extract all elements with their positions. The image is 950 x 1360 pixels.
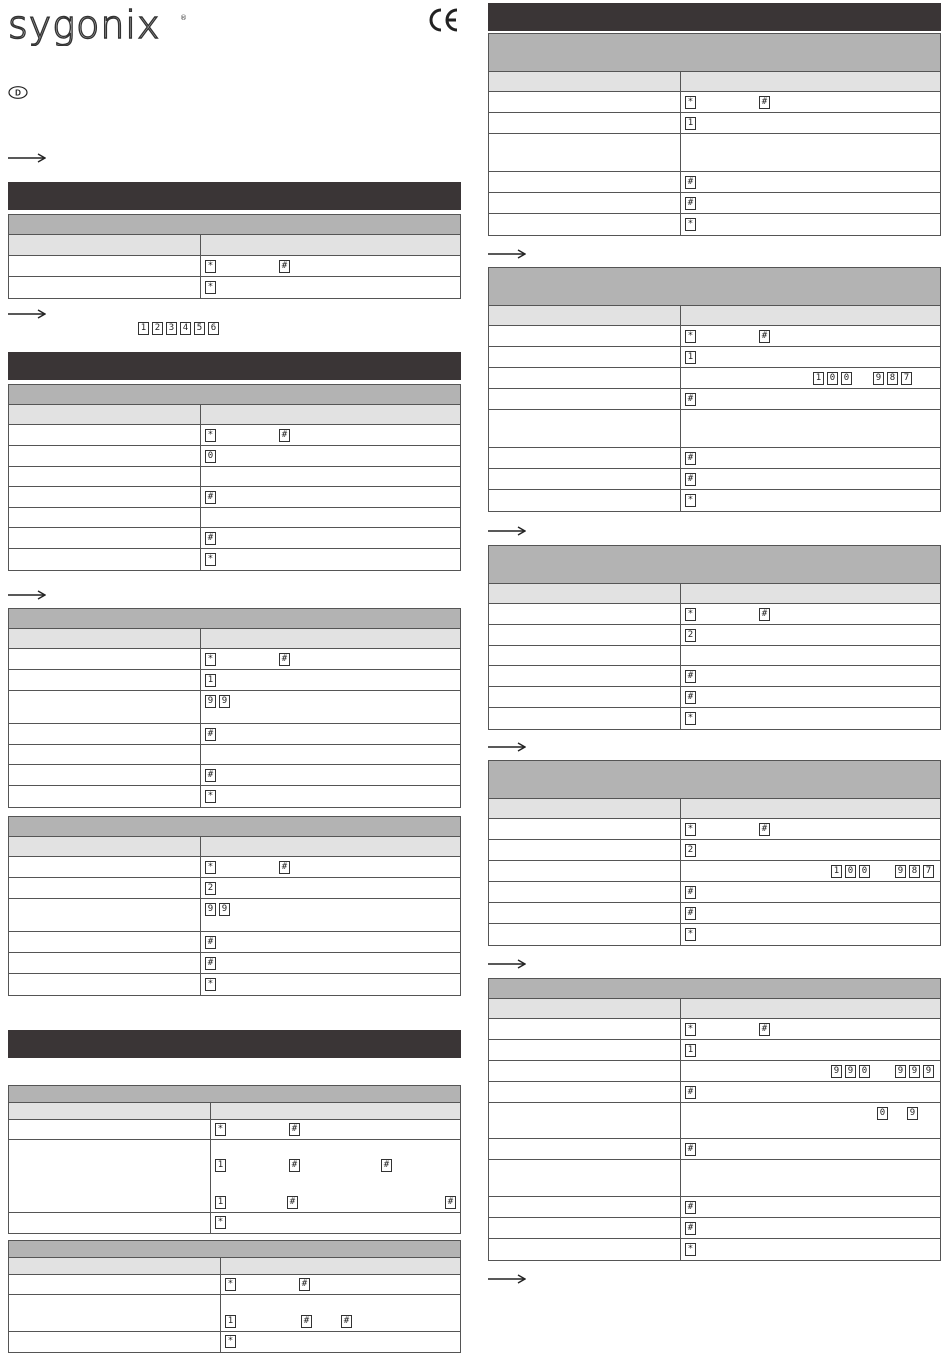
hash-key: # <box>205 728 216 741</box>
svg-text:sygonix: sygonix <box>8 8 161 46</box>
table-row <box>9 649 460 670</box>
section-header-band <box>8 352 461 380</box>
table-row <box>9 765 460 786</box>
table-row <box>489 134 940 172</box>
table-header-row <box>9 837 460 857</box>
table-row <box>489 347 940 368</box>
table-caption <box>9 609 460 629</box>
svg-text:D: D <box>15 88 21 98</box>
table-row <box>9 857 460 878</box>
key-9: 9 <box>845 1065 856 1078</box>
table-row <box>9 724 460 745</box>
table-row <box>489 490 940 511</box>
star-key: * <box>685 218 696 231</box>
table-row <box>9 670 460 691</box>
key-1: 1 <box>685 117 696 130</box>
hash-key: # <box>759 1023 770 1036</box>
table-row <box>489 1082 940 1103</box>
key-0: 0 <box>859 865 870 878</box>
arrow-right-icon <box>488 248 526 260</box>
table-row <box>9 786 460 807</box>
table-row <box>489 861 940 882</box>
key-4: 4 <box>180 322 191 335</box>
table-row <box>489 1197 940 1218</box>
table-row <box>9 691 460 724</box>
table-row <box>489 1160 940 1197</box>
key-1: 1 <box>138 322 149 335</box>
instruction-table <box>488 978 941 1261</box>
instruction-table <box>8 214 461 299</box>
table-row <box>489 882 940 903</box>
arrow-right-icon <box>488 1273 526 1285</box>
table-header-row <box>9 235 460 256</box>
hash-key: # <box>205 957 216 970</box>
star-key: * <box>215 1216 226 1229</box>
section-header-band <box>8 1030 461 1058</box>
hash-key: # <box>205 936 216 949</box>
table-row <box>489 469 940 490</box>
key-1: 1 <box>215 1159 226 1172</box>
table-row <box>9 1213 460 1233</box>
star-key: * <box>205 429 216 442</box>
hash-key: # <box>685 907 696 920</box>
table-row <box>9 549 460 570</box>
key-9: 9 <box>873 372 884 385</box>
key-2: 2 <box>685 629 696 642</box>
table-caption <box>9 1086 460 1103</box>
hash-key: # <box>759 823 770 836</box>
star-key: * <box>225 1278 236 1291</box>
table-row <box>489 1061 940 1082</box>
table-caption <box>489 34 940 72</box>
star-key: * <box>685 928 696 941</box>
hash-key: # <box>759 608 770 621</box>
instruction-table <box>488 760 941 946</box>
key-9: 9 <box>219 903 230 916</box>
star-key: * <box>205 553 216 566</box>
star-key: * <box>685 712 696 725</box>
language-badge-icon <box>8 86 28 99</box>
star-key: * <box>205 260 216 273</box>
hash-key: # <box>685 1086 696 1099</box>
table-row <box>489 1103 940 1139</box>
table-row <box>489 625 940 646</box>
table-caption <box>9 817 460 837</box>
table-row <box>9 446 460 467</box>
key-7: 7 <box>923 865 934 878</box>
table-header-row <box>489 72 940 92</box>
table-row <box>9 899 460 932</box>
key-9: 9 <box>205 695 216 708</box>
key-9: 9 <box>831 1065 842 1078</box>
table-row <box>489 903 940 924</box>
star-key: * <box>685 1023 696 1036</box>
key-2: 2 <box>152 322 163 335</box>
table-row <box>9 1275 460 1295</box>
key-1: 1 <box>205 674 216 687</box>
hash-key: # <box>205 769 216 782</box>
table-caption <box>9 1241 460 1258</box>
table-header-row <box>489 999 940 1019</box>
instruction-table <box>488 267 941 512</box>
default-code-keys <box>138 322 228 335</box>
hash-key: # <box>685 393 696 406</box>
table-caption <box>489 761 940 799</box>
arrow-right-icon <box>488 741 526 753</box>
table-header-row <box>9 1258 460 1275</box>
hash-key: # <box>685 670 696 683</box>
key-9: 9 <box>895 865 906 878</box>
table-caption <box>489 979 940 999</box>
table-row <box>9 932 460 953</box>
table-caption <box>9 215 460 235</box>
brand-logo <box>8 8 188 46</box>
table-row <box>489 1019 940 1040</box>
key-2: 2 <box>685 844 696 857</box>
key-5: 5 <box>194 322 205 335</box>
star-key: * <box>205 861 216 874</box>
table-row <box>489 193 940 214</box>
table-header-row <box>489 799 940 819</box>
table-row <box>489 113 940 134</box>
table-row <box>9 256 460 277</box>
hash-key: # <box>381 1159 392 1172</box>
instruction-table <box>8 1085 461 1234</box>
table-header-row <box>9 1103 460 1120</box>
ce-mark-icon <box>427 6 461 34</box>
table-row <box>9 974 460 995</box>
instruction-table <box>8 1240 461 1353</box>
hash-key: # <box>685 473 696 486</box>
table-row <box>489 1139 940 1160</box>
table-row <box>489 92 940 113</box>
key-0: 0 <box>827 372 838 385</box>
hash-key: # <box>287 1196 298 1209</box>
table-header-row <box>489 306 940 326</box>
star-key: * <box>685 494 696 507</box>
instruction-table <box>8 816 461 996</box>
star-key: * <box>205 281 216 294</box>
hash-key: # <box>279 861 290 874</box>
table-row <box>489 1040 940 1061</box>
key-2: 2 <box>205 882 216 895</box>
table-row <box>489 1218 940 1239</box>
table-row <box>489 1239 940 1260</box>
table-row <box>9 508 460 528</box>
instruction-table <box>488 33 941 236</box>
table-caption <box>9 385 460 405</box>
table-row <box>489 687 940 708</box>
instruction-table <box>8 608 461 808</box>
hash-key: # <box>279 260 290 273</box>
table-row <box>9 1120 460 1140</box>
star-key: * <box>215 1123 226 1136</box>
star-key: * <box>205 653 216 666</box>
key-0: 0 <box>205 450 216 463</box>
table-row <box>9 953 460 974</box>
key-9: 9 <box>219 695 230 708</box>
star-key: * <box>205 978 216 991</box>
star-key: * <box>225 1335 236 1348</box>
key-0: 0 <box>841 372 852 385</box>
star-key: * <box>685 608 696 621</box>
arrow-right-icon <box>8 152 46 164</box>
key-7: 7 <box>901 372 912 385</box>
key-0: 0 <box>859 1065 870 1078</box>
table-row <box>489 326 940 347</box>
table-caption <box>489 268 940 306</box>
hash-key: # <box>301 1315 312 1328</box>
star-key: * <box>685 330 696 343</box>
hash-key: # <box>759 330 770 343</box>
table-row <box>489 389 940 410</box>
key-8: 8 <box>909 865 920 878</box>
hash-key: # <box>299 1278 310 1291</box>
key-0: 0 <box>877 1107 888 1120</box>
hash-key: # <box>279 429 290 442</box>
key-1: 1 <box>831 865 842 878</box>
hash-key: # <box>685 1143 696 1156</box>
table-row <box>489 646 940 666</box>
table-row <box>9 878 460 899</box>
hash-key: # <box>445 1196 456 1209</box>
arrow-right-icon <box>8 308 46 320</box>
key-6: 6 <box>208 322 219 335</box>
key-1: 1 <box>215 1196 226 1209</box>
table-row <box>9 467 460 487</box>
key-0: 0 <box>845 865 856 878</box>
instruction-table <box>488 545 941 730</box>
table-row <box>489 410 940 448</box>
hash-key: # <box>279 653 290 666</box>
table-row <box>9 1140 460 1213</box>
table-header-row <box>9 405 460 425</box>
table-row <box>489 214 940 235</box>
star-key: * <box>685 96 696 109</box>
table-row <box>489 819 940 840</box>
table-row <box>489 448 940 469</box>
key-9: 9 <box>907 1107 918 1120</box>
svg-text:®: ® <box>180 14 187 22</box>
section-header-band <box>8 182 461 210</box>
key-3: 3 <box>166 322 177 335</box>
hash-key: # <box>685 691 696 704</box>
table-row <box>489 708 940 729</box>
table-row <box>9 528 460 549</box>
hash-key: # <box>289 1123 300 1136</box>
table-row <box>489 840 940 861</box>
key-9: 9 <box>923 1065 934 1078</box>
key-1: 1 <box>685 1044 696 1057</box>
table-row <box>489 924 940 945</box>
star-key: * <box>205 790 216 803</box>
table-caption <box>489 546 940 584</box>
table-row <box>9 425 460 446</box>
hash-key: # <box>685 197 696 210</box>
table-row <box>489 604 940 625</box>
hash-key: # <box>759 96 770 109</box>
key-8: 8 <box>887 372 898 385</box>
arrow-right-icon <box>488 525 526 537</box>
key-1: 1 <box>225 1315 236 1328</box>
hash-key: # <box>289 1159 300 1172</box>
key-1: 1 <box>813 372 824 385</box>
key-9: 9 <box>895 1065 906 1078</box>
table-row <box>9 487 460 508</box>
arrow-right-icon <box>488 958 526 970</box>
hash-key: # <box>205 532 216 545</box>
section-header-band <box>488 3 941 31</box>
arrow-right-icon <box>8 589 46 601</box>
hash-key: # <box>205 491 216 504</box>
table-row <box>9 745 460 765</box>
table-row <box>489 666 940 687</box>
hash-key: # <box>341 1315 352 1328</box>
key-9: 9 <box>205 903 216 916</box>
table-row <box>9 1295 460 1332</box>
star-key: * <box>685 823 696 836</box>
table-row <box>489 172 940 193</box>
hash-key: # <box>685 886 696 899</box>
key-9: 9 <box>909 1065 920 1078</box>
instruction-table <box>8 384 461 571</box>
table-row <box>489 368 940 389</box>
table-header-row <box>9 629 460 649</box>
table-row <box>9 1332 460 1352</box>
hash-key: # <box>685 176 696 189</box>
hash-key: # <box>685 452 696 465</box>
table-row <box>9 277 460 298</box>
table-header-row <box>489 584 940 604</box>
key-1: 1 <box>685 351 696 364</box>
hash-key: # <box>685 1222 696 1235</box>
hash-key: # <box>685 1201 696 1214</box>
star-key: * <box>685 1243 696 1256</box>
